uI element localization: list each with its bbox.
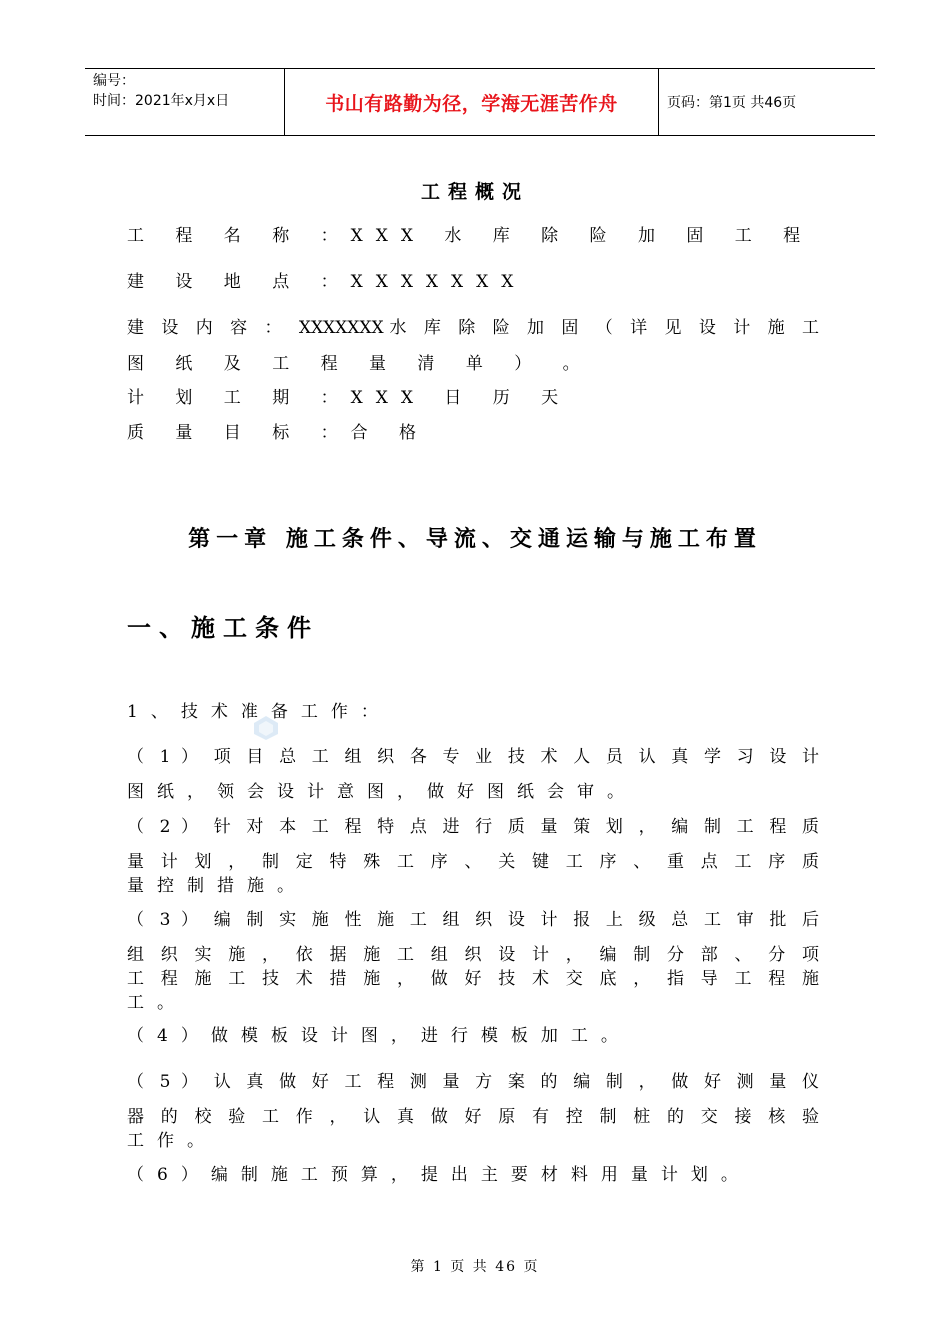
item-4 <box>127 1024 819 1048</box>
item-line: 工作。 <box>127 1131 217 1151</box>
subsection-title: 1、技术准备工作： <box>127 702 391 722</box>
item-6 <box>127 1163 819 1187</box>
item-line: 量 计 划 ， 制 定 特 殊 工 序 、 关 键 工 序 、 重 点 工 序 质 <box>127 852 819 872</box>
item-line: 图纸，领会设计意图，做好图纸会审。 <box>127 782 637 802</box>
info-project-name: 工 程 名 称 ：XXX 水 库 除 险 加 固 工 程 <box>127 226 814 246</box>
item-line: 器 的 校 验 工 作 ， 认 真 做 好 原 有 控 制 桩 的 交 接 核 验 <box>127 1107 819 1127</box>
info-quality: 质 量 目 标 ：合 格 <box>127 423 430 443</box>
item-line: （ 3 ） 编 制 实 施 性 施 工 组 织 设 计 报 上 级 总 工 审 批 后 <box>127 910 819 930</box>
code-label: 编号： <box>93 73 135 89</box>
header-page-number: 页码：第1页 共46页 <box>667 95 797 111</box>
header-motto: 书山有路勤为径，学海无涯苦作舟 <box>285 69 659 135</box>
header-table <box>85 68 875 136</box>
item-line: （ 5 ） 认 真 做 好 工 程 测 量 方 案 的 编 制 ， 做 好 测 量 仪 <box>127 1072 819 1092</box>
item-line: （ 2 ） 针 对 本 工 程 特 点 进 行 质 量 策 划 ， 编 制 工 程 质 <box>127 817 819 837</box>
item-2 <box>127 815 819 898</box>
header-meta-cell <box>85 69 285 135</box>
time-label: 时间：2021年x月x日 <box>93 93 230 109</box>
item-5 <box>127 1070 819 1153</box>
info-content <box>127 316 819 376</box>
item-line: 工。 <box>127 993 187 1013</box>
item-3 <box>127 908 819 1015</box>
info-period: 计 划 工 期 ：XXX 日 历 天 <box>127 388 572 408</box>
item-line: （4）做模板设计图，进行模板加工。 <box>127 1026 631 1046</box>
section-title: 一、施工条件 <box>127 614 319 642</box>
watermark-icon <box>253 715 279 741</box>
chapter-title: 第一章 施工条件、导流、交通运输与施工布置 <box>188 527 762 552</box>
item-line: （6）编制施工预算，提出主要材料用量计划。 <box>127 1165 751 1185</box>
item-line: 量控制措施。 <box>127 876 307 896</box>
info-content-line: 建 设 内 容 ： XXXXXXX水 库 除 险 加 固 （ 详 见 设 计 施 工 <box>127 318 819 338</box>
page-footer: 第 1 页 共 46 页 <box>410 1259 540 1275</box>
item-line: （ 1 ） 项 目 总 工 组 织 各 专 业 技 术 人 员 认 真 学 习 设 计 <box>127 747 819 767</box>
item-1 <box>127 745 819 804</box>
item-line: 工 程 施 工 技 术 措 施 ， 做 好 技 术 交 底 ， 指 导 工 程 施 <box>127 969 819 989</box>
doc-title: 工程概况 <box>420 181 529 203</box>
item-line: 组 织 实 施 ， 依 据 施 工 组 织 设 计 ， 编 制 分 部 、 分 项 <box>127 945 819 965</box>
info-content-line: 图 纸 及 工 程 量 清 单 ） 。 <box>127 354 593 374</box>
info-location: 建 设 地 点 ：XXXXXXX <box>127 272 527 292</box>
